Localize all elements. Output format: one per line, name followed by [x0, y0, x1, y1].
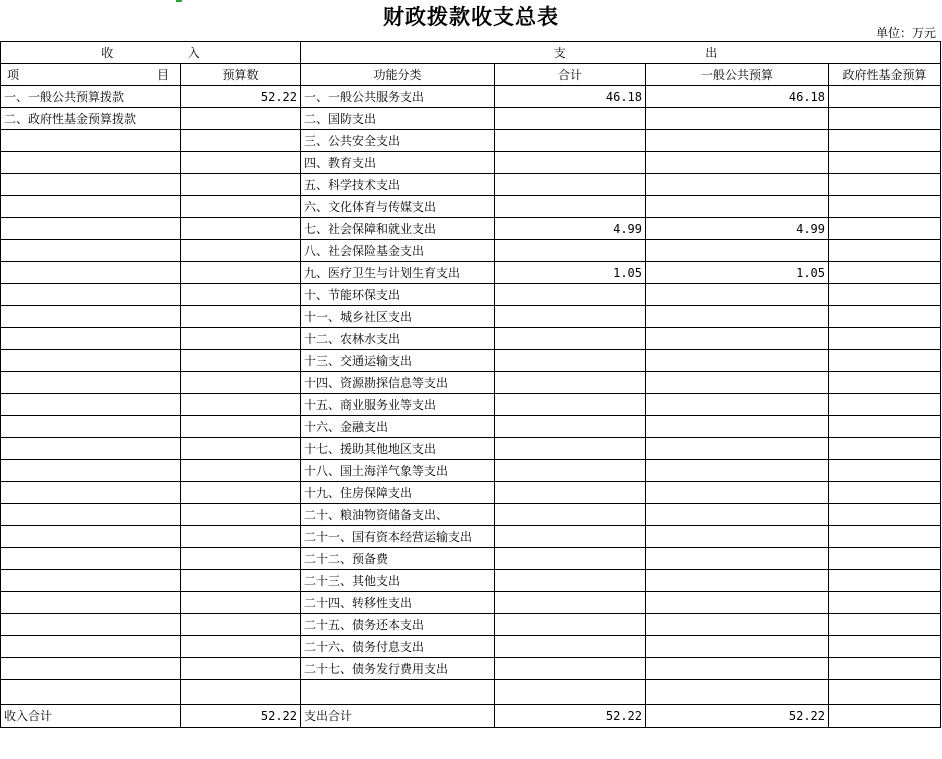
table-row — [1, 680, 941, 705]
expense-total-cell — [495, 526, 646, 548]
table-row — [1, 372, 941, 394]
general-budget-cell — [646, 438, 829, 460]
general-budget-cell — [646, 306, 829, 328]
income-amount-cell — [181, 658, 301, 680]
fund-budget-cell — [829, 372, 941, 394]
fund-budget-cell — [829, 614, 941, 636]
table-row — [1, 592, 941, 614]
expense-item-cell: 二十五、债务还本支出 — [301, 614, 495, 636]
table-row — [1, 636, 941, 658]
func-class-header: 功能分类 — [301, 64, 495, 86]
income-item-cell: 一、一般公共预算拨款 — [1, 86, 181, 108]
expense-item-cell: 十四、资源勘探信息等支出 — [301, 372, 495, 394]
general-budget-cell — [646, 570, 829, 592]
expense-item-cell: 二十六、债务付息支出 — [301, 636, 495, 658]
expense-total-cell — [495, 614, 646, 636]
expense-total-cell — [495, 394, 646, 416]
income-amount-cell — [181, 680, 301, 705]
header-row-1 — [1, 42, 941, 64]
income-amount-cell — [181, 460, 301, 482]
table-row — [1, 240, 941, 262]
fund-budget-cell — [829, 196, 941, 218]
general-budget-cell — [646, 614, 829, 636]
expense-item-cell: 十六、金融支出 — [301, 416, 495, 438]
fund-budget-cell — [829, 174, 941, 196]
fund-budget-cell — [829, 240, 941, 262]
expense-total-cell — [495, 152, 646, 174]
income-amount-cell — [181, 614, 301, 636]
income-amount-cell — [181, 328, 301, 350]
expense-item-cell: 十八、国土海洋气象等支出 — [301, 460, 495, 482]
income-total-amount: 52.22 — [181, 705, 301, 728]
expense-total-amount: 52.22 — [495, 705, 646, 728]
income-header: 收 入 — [1, 42, 301, 64]
expense-total-cell — [495, 372, 646, 394]
fund-budget-cell — [829, 526, 941, 548]
expense-item-cell: 十三、交通运输支出 — [301, 350, 495, 372]
income-amount-cell — [181, 526, 301, 548]
header-row-2 — [1, 64, 941, 86]
income-amount-cell — [181, 570, 301, 592]
income-amount-cell — [181, 130, 301, 152]
fund-budget-header: 政府性基金预算 — [829, 64, 941, 86]
expense-total-cell — [495, 328, 646, 350]
expense-item-cell: 六、文化体育与传媒支出 — [301, 196, 495, 218]
income-item-cell — [1, 174, 181, 196]
income-item-cell — [1, 262, 181, 284]
general-budget-cell — [646, 240, 829, 262]
table-row — [1, 658, 941, 680]
table-row — [1, 262, 941, 284]
expense-item-cell: 十一、城乡社区支出 — [301, 306, 495, 328]
table-row — [1, 570, 941, 592]
expense-item-cell: 十二、农林水支出 — [301, 328, 495, 350]
fund-budget-cell — [829, 482, 941, 504]
expense-total-cell — [495, 570, 646, 592]
expense-total-cell — [495, 438, 646, 460]
table-row — [1, 526, 941, 548]
fund-budget-cell — [829, 548, 941, 570]
expense-item-cell: 二十、粮油物资储备支出、 — [301, 504, 495, 526]
expense-total-cell — [495, 482, 646, 504]
expense-total-cell — [495, 350, 646, 372]
expense-total-cell — [495, 130, 646, 152]
expense-total-cell: 4.99 — [495, 218, 646, 240]
table-row — [1, 614, 941, 636]
income-item-cell — [1, 460, 181, 482]
income-amount-cell — [181, 372, 301, 394]
general-budget-cell — [646, 394, 829, 416]
item-header: 项 目 — [1, 64, 181, 86]
table-row — [1, 174, 941, 196]
fund-budget-cell — [829, 592, 941, 614]
general-budget-cell: 46.18 — [646, 86, 829, 108]
expense-item-cell: 十五、商业服务业等支出 — [301, 394, 495, 416]
general-budget-cell — [646, 416, 829, 438]
fund-budget-cell — [829, 306, 941, 328]
fund-budget-cell — [829, 108, 941, 130]
income-amount-cell — [181, 196, 301, 218]
general-budget-cell — [646, 504, 829, 526]
expense-header: 支 出 — [301, 42, 941, 64]
fund-budget-cell — [829, 658, 941, 680]
expense-item-cell — [301, 680, 495, 705]
fund-budget-cell — [829, 504, 941, 526]
income-item-cell: 二、政府性基金预算拨款 — [1, 108, 181, 130]
expense-item-cell: 一、一般公共服务支出 — [301, 86, 495, 108]
expense-item-cell: 二十四、转移性支出 — [301, 592, 495, 614]
income-amount-cell — [181, 394, 301, 416]
general-budget-cell — [646, 592, 829, 614]
income-item-cell — [1, 218, 181, 240]
fund-budget-cell — [829, 218, 941, 240]
income-item-cell — [1, 570, 181, 592]
general-budget-cell — [646, 680, 829, 705]
income-amount-cell — [181, 548, 301, 570]
general-budget-total: 52.22 — [646, 705, 829, 728]
income-total-label: 收入合计 — [1, 705, 181, 728]
general-budget-header: 一般公共预算 — [646, 64, 829, 86]
expense-total-cell — [495, 196, 646, 218]
expense-total-cell: 1.05 — [495, 262, 646, 284]
table-row — [1, 328, 941, 350]
income-amount-cell — [181, 636, 301, 658]
expense-total-cell — [495, 680, 646, 705]
income-item-cell — [1, 152, 181, 174]
general-budget-cell — [646, 108, 829, 130]
income-amount-cell — [181, 174, 301, 196]
income-amount-cell — [181, 306, 301, 328]
expense-total-cell — [495, 306, 646, 328]
unit-label: 单位：万元 — [875, 26, 936, 40]
general-budget-cell — [646, 350, 829, 372]
expense-item-cell: 十七、援助其他地区支出 — [301, 438, 495, 460]
income-item-cell — [1, 196, 181, 218]
table-row — [1, 108, 941, 130]
expense-total-cell — [495, 416, 646, 438]
income-amount-cell — [181, 262, 301, 284]
expense-item-cell: 二十三、其他支出 — [301, 570, 495, 592]
page-title: 财政拨款收支总表 — [383, 5, 559, 29]
table-row — [1, 130, 941, 152]
income-amount-cell — [181, 504, 301, 526]
fund-budget-cell — [829, 262, 941, 284]
expense-item-cell: 四、教育支出 — [301, 152, 495, 174]
table-row — [1, 218, 941, 240]
income-amount-cell — [181, 108, 301, 130]
expense-item-cell: 二、国防支出 — [301, 108, 495, 130]
income-item-cell — [1, 526, 181, 548]
table-row — [1, 152, 941, 174]
expense-total-cell — [495, 174, 646, 196]
income-amount-cell: 52.22 — [181, 86, 301, 108]
budget-table — [0, 41, 941, 728]
income-amount-cell — [181, 240, 301, 262]
general-budget-cell — [646, 174, 829, 196]
general-budget-cell — [646, 284, 829, 306]
income-item-cell — [1, 372, 181, 394]
fund-budget-cell — [829, 570, 941, 592]
income-item-cell — [1, 240, 181, 262]
income-amount-cell — [181, 592, 301, 614]
income-item-cell — [1, 680, 181, 705]
expense-total-label: 支出合计 — [301, 705, 495, 728]
general-budget-cell — [646, 328, 829, 350]
fund-budget-cell — [829, 130, 941, 152]
general-budget-cell — [646, 526, 829, 548]
income-item-cell — [1, 328, 181, 350]
fund-budget-cell — [829, 350, 941, 372]
income-item-cell — [1, 658, 181, 680]
expense-item-cell: 十九、住房保障支出 — [301, 482, 495, 504]
general-budget-cell — [646, 130, 829, 152]
general-budget-cell — [646, 372, 829, 394]
general-budget-cell — [646, 460, 829, 482]
fund-budget-cell — [829, 416, 941, 438]
general-budget-cell — [646, 636, 829, 658]
table-row — [1, 438, 941, 460]
fund-budget-cell — [829, 394, 941, 416]
income-item-cell — [1, 306, 181, 328]
income-item-cell — [1, 284, 181, 306]
general-budget-cell: 4.99 — [646, 218, 829, 240]
fund-budget-total — [829, 705, 941, 728]
budget-header: 预算数 — [181, 64, 301, 86]
table-row — [1, 416, 941, 438]
expense-item-cell: 二十一、国有资本经营运输支出 — [301, 526, 495, 548]
table-row — [1, 460, 941, 482]
expense-item-cell: 二十二、预备费 — [301, 548, 495, 570]
expense-item-cell: 五、科学技术支出 — [301, 174, 495, 196]
income-amount-cell — [181, 284, 301, 306]
fund-budget-cell — [829, 152, 941, 174]
table-row — [1, 284, 941, 306]
expense-total-cell — [495, 658, 646, 680]
income-item-cell — [1, 504, 181, 526]
general-budget-cell — [646, 196, 829, 218]
general-budget-cell — [646, 658, 829, 680]
fund-budget-cell — [829, 86, 941, 108]
expense-total-cell — [495, 548, 646, 570]
general-budget-cell: 1.05 — [646, 262, 829, 284]
expense-item-cell: 三、公共安全支出 — [301, 130, 495, 152]
cell-marker — [176, 0, 182, 2]
fund-budget-cell — [829, 328, 941, 350]
income-amount-cell — [181, 218, 301, 240]
expense-total-cell — [495, 108, 646, 130]
expense-total-cell — [495, 284, 646, 306]
expense-total-cell — [495, 240, 646, 262]
income-item-cell — [1, 482, 181, 504]
income-amount-cell — [181, 416, 301, 438]
income-item-cell — [1, 592, 181, 614]
expense-item-cell: 十、节能环保支出 — [301, 284, 495, 306]
income-item-cell — [1, 438, 181, 460]
totals-row — [1, 705, 941, 728]
expense-total-cell: 46.18 — [495, 86, 646, 108]
fund-budget-cell — [829, 636, 941, 658]
fund-budget-cell — [829, 460, 941, 482]
expense-item-cell: 八、社会保险基金支出 — [301, 240, 495, 262]
table-row — [1, 394, 941, 416]
expense-total-cell — [495, 460, 646, 482]
expense-total-cell — [495, 592, 646, 614]
fund-budget-cell — [829, 438, 941, 460]
table-row — [1, 548, 941, 570]
income-item-cell — [1, 350, 181, 372]
expense-total-cell — [495, 636, 646, 658]
table-row — [1, 196, 941, 218]
income-amount-cell — [181, 438, 301, 460]
general-budget-cell — [646, 548, 829, 570]
income-amount-cell — [181, 482, 301, 504]
total-header: 合计 — [495, 64, 646, 86]
income-item-cell — [1, 636, 181, 658]
table-row — [1, 504, 941, 526]
expense-total-cell — [495, 504, 646, 526]
income-item-cell — [1, 130, 181, 152]
table-row — [1, 482, 941, 504]
income-item-cell — [1, 548, 181, 570]
income-amount-cell — [181, 152, 301, 174]
income-item-cell — [1, 614, 181, 636]
fund-budget-cell — [829, 284, 941, 306]
general-budget-cell — [646, 152, 829, 174]
expense-item-cell: 九、医疗卫生与计划生育支出 — [301, 262, 495, 284]
income-item-cell — [1, 416, 181, 438]
table-row — [1, 350, 941, 372]
general-budget-cell — [646, 482, 829, 504]
table-row — [1, 306, 941, 328]
table-row — [1, 86, 941, 108]
income-amount-cell — [181, 350, 301, 372]
expense-item-cell: 七、社会保障和就业支出 — [301, 218, 495, 240]
fund-budget-cell — [829, 680, 941, 705]
expense-item-cell: 二十七、债务发行费用支出 — [301, 658, 495, 680]
income-item-cell — [1, 394, 181, 416]
